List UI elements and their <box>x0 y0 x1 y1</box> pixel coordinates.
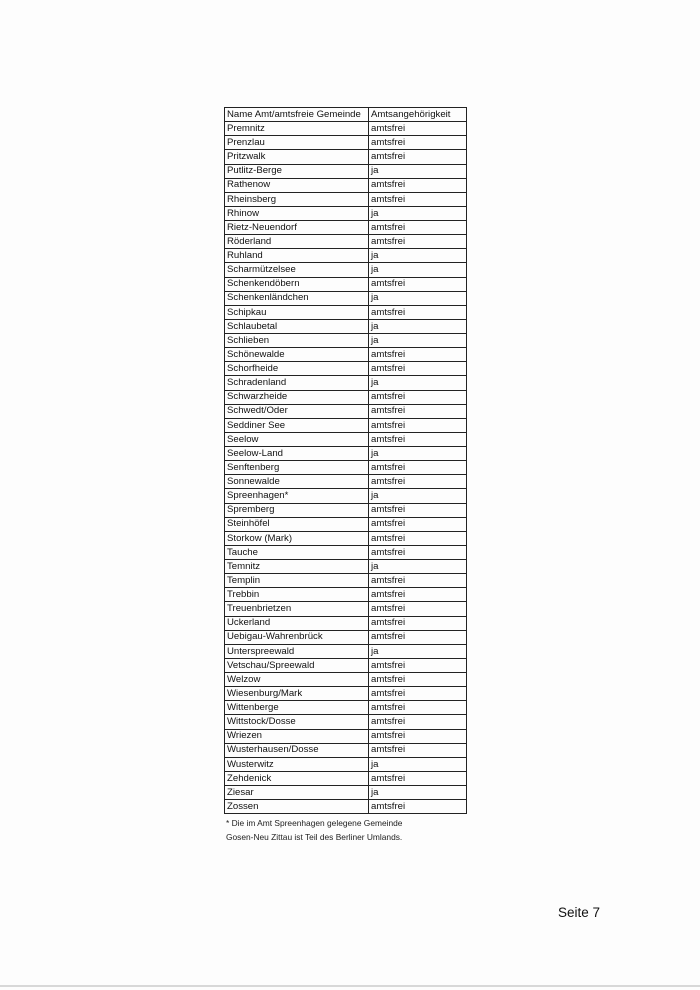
municipality-name-cell: Schenkenländchen <box>225 291 369 305</box>
municipality-name-cell: Schradenland <box>225 376 369 390</box>
membership-status-cell: amtsfrei <box>369 800 467 814</box>
table-row <box>225 489 467 503</box>
table-row <box>225 743 467 757</box>
membership-status-cell: ja <box>369 249 467 263</box>
municipality-name-cell: Ziesar <box>225 786 369 800</box>
municipality-name-cell: Tauche <box>225 545 369 559</box>
table-row <box>225 263 467 277</box>
membership-status-cell: amtsfrei <box>369 545 467 559</box>
municipality-name-cell: Rietz-Neuendorf <box>225 221 369 235</box>
table-row <box>225 602 467 616</box>
table-row <box>225 701 467 715</box>
municipality-name-cell: Schlieben <box>225 334 369 348</box>
table-row <box>225 800 467 814</box>
table-row <box>225 786 467 800</box>
municipality-name-cell: Schipkau <box>225 305 369 319</box>
table-row <box>225 249 467 263</box>
membership-status-cell: ja <box>369 560 467 574</box>
municipality-name-cell: Unterspreewald <box>225 644 369 658</box>
table-row <box>225 517 467 531</box>
municipality-name-cell: Ruhland <box>225 249 369 263</box>
table-row <box>225 404 467 418</box>
column-header-membership: Amtsangehörigkeit <box>369 108 467 122</box>
table-row <box>225 588 467 602</box>
municipality-name-cell: Pritzwalk <box>225 150 369 164</box>
membership-status-cell: amtsfrei <box>369 517 467 531</box>
membership-status-cell: amtsfrei <box>369 432 467 446</box>
municipality-name-cell: Spremberg <box>225 503 369 517</box>
municipality-name-cell: Schönewalde <box>225 348 369 362</box>
municipality-name-cell: Zehdenick <box>225 771 369 785</box>
membership-status-cell: ja <box>369 786 467 800</box>
table-row <box>225 715 467 729</box>
municipality-name-cell: Schwarzheide <box>225 390 369 404</box>
membership-status-cell: amtsfrei <box>369 192 467 206</box>
table-row <box>225 305 467 319</box>
membership-status-cell: amtsfrei <box>369 658 467 672</box>
membership-status-cell: amtsfrei <box>369 701 467 715</box>
municipality-name-cell: Schenkendöbern <box>225 277 369 291</box>
table-row <box>225 475 467 489</box>
municipality-name-cell: Temnitz <box>225 560 369 574</box>
membership-status-cell: amtsfrei <box>369 616 467 630</box>
membership-status-cell: ja <box>369 263 467 277</box>
table-row <box>225 560 467 574</box>
table-row <box>225 122 467 136</box>
membership-status-cell: amtsfrei <box>369 235 467 249</box>
municipality-name-cell: Welzow <box>225 673 369 687</box>
column-header-name: Name Amt/amtsfreie Gemeinde <box>225 108 369 122</box>
municipality-name-cell: Treuenbrietzen <box>225 602 369 616</box>
municipality-name-cell: Wiesenburg/Mark <box>225 687 369 701</box>
table-row <box>225 658 467 672</box>
table-body <box>225 122 467 814</box>
footnote-line: * Die im Amt Spreenhagen gelegene Gemeinde <box>226 818 403 828</box>
municipality-name-cell: Schlaubetal <box>225 319 369 333</box>
municipality-name-cell: Uebigau-Wahrenbrück <box>225 630 369 644</box>
municipality-name-cell: Wusterhausen/Dosse <box>225 743 369 757</box>
membership-status-cell: ja <box>369 376 467 390</box>
membership-status-cell: amtsfrei <box>369 630 467 644</box>
membership-status-cell: amtsfrei <box>369 348 467 362</box>
municipality-name-cell: Röderland <box>225 235 369 249</box>
membership-status-cell: amtsfrei <box>369 687 467 701</box>
municipality-name-cell: Templin <box>225 574 369 588</box>
municipality-name-cell: Steinhöfel <box>225 517 369 531</box>
municipality-name-cell: Seelow-Land <box>225 447 369 461</box>
membership-status-cell: amtsfrei <box>369 404 467 418</box>
membership-status-cell: amtsfrei <box>369 531 467 545</box>
membership-status-cell: ja <box>369 644 467 658</box>
membership-status-cell: amtsfrei <box>369 362 467 376</box>
table-row <box>225 164 467 178</box>
municipality-name-cell: Schorfheide <box>225 362 369 376</box>
table-row <box>225 630 467 644</box>
municipality-name-cell: Rheinsberg <box>225 192 369 206</box>
table-row <box>225 150 467 164</box>
table-row <box>225 235 467 249</box>
membership-status-cell: amtsfrei <box>369 743 467 757</box>
table-row <box>225 644 467 658</box>
membership-status-cell: amtsfrei <box>369 574 467 588</box>
membership-status-cell: ja <box>369 334 467 348</box>
membership-status-cell: amtsfrei <box>369 418 467 432</box>
table-row <box>225 206 467 220</box>
table-row <box>225 376 467 390</box>
table-row <box>225 277 467 291</box>
municipality-name-cell: Storkow (Mark) <box>225 531 369 545</box>
membership-status-cell: amtsfrei <box>369 588 467 602</box>
table-row <box>225 687 467 701</box>
membership-status-cell: ja <box>369 489 467 503</box>
membership-status-cell: amtsfrei <box>369 475 467 489</box>
page-edge-divider <box>0 985 700 987</box>
municipality-name-cell: Trebbin <box>225 588 369 602</box>
municipality-name-cell: Wriezen <box>225 729 369 743</box>
table-row <box>225 757 467 771</box>
membership-status-cell: ja <box>369 164 467 178</box>
membership-status-cell: amtsfrei <box>369 305 467 319</box>
table-row <box>225 574 467 588</box>
municipality-name-cell: Uckerland <box>225 616 369 630</box>
membership-status-cell: amtsfrei <box>369 136 467 150</box>
municipality-name-cell: Premnitz <box>225 122 369 136</box>
table-row <box>225 221 467 235</box>
table-row <box>225 729 467 743</box>
table-row <box>225 447 467 461</box>
membership-status-cell: amtsfrei <box>369 277 467 291</box>
membership-status-cell: amtsfrei <box>369 673 467 687</box>
table-row <box>225 291 467 305</box>
table-row <box>225 616 467 630</box>
membership-status-cell: amtsfrei <box>369 729 467 743</box>
municipality-name-cell: Wusterwitz <box>225 757 369 771</box>
membership-status-cell: amtsfrei <box>369 503 467 517</box>
municipality-name-cell: Wittstock/Dosse <box>225 715 369 729</box>
municipality-name-cell: Rhinow <box>225 206 369 220</box>
municipality-name-cell: Scharmützelsee <box>225 263 369 277</box>
footnote-line: Gosen-Neu Zittau ist Teil des Berliner Umlands. <box>226 831 403 842</box>
municipality-name-cell: Vetschau/Spreewald <box>225 658 369 672</box>
membership-status-cell: ja <box>369 291 467 305</box>
table-row <box>225 136 467 150</box>
membership-status-cell: amtsfrei <box>369 178 467 192</box>
table-row <box>225 192 467 206</box>
membership-status-cell: amtsfrei <box>369 390 467 404</box>
table-row <box>225 178 467 192</box>
table-row <box>225 673 467 687</box>
table-row <box>225 319 467 333</box>
page-number: Seite 7 <box>558 905 601 920</box>
table-row <box>225 348 467 362</box>
table-row <box>225 432 467 446</box>
table-row <box>225 503 467 517</box>
municipality-name-cell: Spreenhagen* <box>225 489 369 503</box>
municipality-name-cell: Wittenberge <box>225 701 369 715</box>
municipality-name-cell: Senftenberg <box>225 461 369 475</box>
municipality-name-cell: Putlitz-Berge <box>225 164 369 178</box>
membership-status-cell: amtsfrei <box>369 221 467 235</box>
table-row <box>225 362 467 376</box>
table-row <box>225 390 467 404</box>
table-row <box>225 771 467 785</box>
municipality-table <box>224 107 467 814</box>
table-row <box>225 545 467 559</box>
membership-status-cell: ja <box>369 206 467 220</box>
table-header-row <box>225 108 467 122</box>
municipality-name-cell: Seddiner See <box>225 418 369 432</box>
municipality-name-cell: Zossen <box>225 800 369 814</box>
municipality-name-cell: Rathenow <box>225 178 369 192</box>
membership-status-cell: amtsfrei <box>369 461 467 475</box>
municipality-name-cell: Sonnewalde <box>225 475 369 489</box>
table-row <box>225 334 467 348</box>
municipality-name-cell: Prenzlau <box>225 136 369 150</box>
footnote <box>226 817 402 844</box>
membership-status-cell: ja <box>369 447 467 461</box>
table-row <box>225 461 467 475</box>
membership-status-cell: amtsfrei <box>369 771 467 785</box>
membership-status-cell: amtsfrei <box>369 150 467 164</box>
table-row <box>225 531 467 545</box>
membership-status-cell: ja <box>369 757 467 771</box>
membership-status-cell: ja <box>369 319 467 333</box>
municipality-name-cell: Seelow <box>225 432 369 446</box>
membership-status-cell: amtsfrei <box>369 602 467 616</box>
municipality-name-cell: Schwedt/Oder <box>225 404 369 418</box>
membership-status-cell: amtsfrei <box>369 715 467 729</box>
table-row <box>225 418 467 432</box>
membership-status-cell: amtsfrei <box>369 122 467 136</box>
